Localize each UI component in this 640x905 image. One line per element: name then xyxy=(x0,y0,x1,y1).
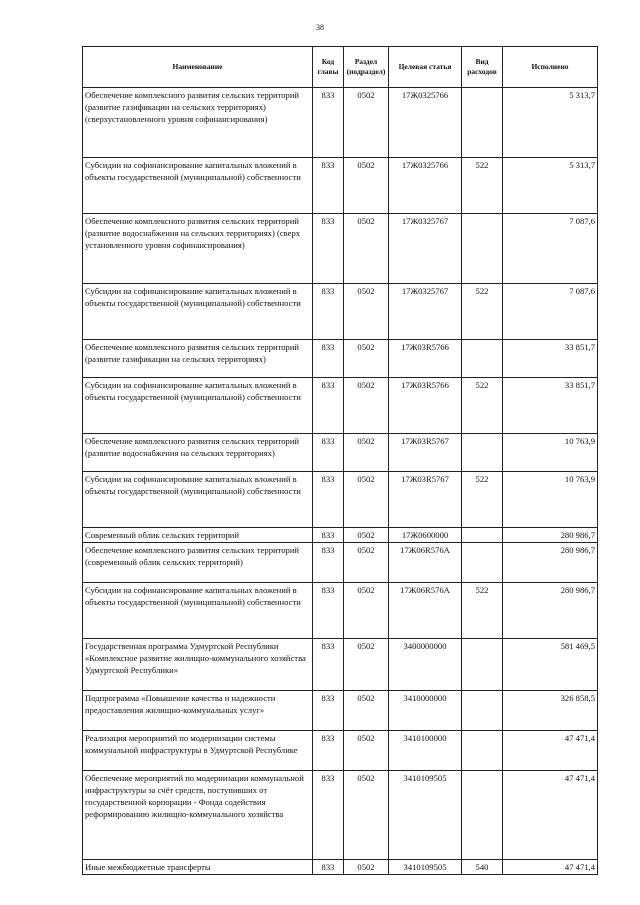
cell-executed: 33 851,7 xyxy=(503,340,598,378)
cell-target: 3410000000 xyxy=(389,691,462,731)
cell-target: 17Ж06R576А xyxy=(389,583,462,639)
table-row xyxy=(83,639,598,691)
table-row xyxy=(83,434,598,472)
cell-code: 833 xyxy=(313,284,344,340)
cell-executed: 5 313,7 xyxy=(503,88,598,158)
cell-code: 833 xyxy=(313,88,344,158)
cell-executed: 47 471,4 xyxy=(503,771,598,860)
cell-kind xyxy=(462,543,503,583)
cell-name: Современный облик сельских территорий xyxy=(83,528,313,543)
header-kind: Вид расходов xyxy=(462,47,503,88)
table-row xyxy=(83,583,598,639)
cell-executed: 581 469,5 xyxy=(503,639,598,691)
cell-section: 0502 xyxy=(344,434,389,472)
page-number: 38 xyxy=(316,23,324,32)
cell-name: Обеспечение комплексного развития сельских территорий (развитие водоснабжения на сельских территориях) xyxy=(83,434,313,472)
cell-code: 833 xyxy=(313,583,344,639)
cell-code: 833 xyxy=(313,214,344,284)
cell-code: 833 xyxy=(313,731,344,771)
header-section: Раздел (подраздел) xyxy=(344,47,389,88)
cell-target: 17Ж03R5766 xyxy=(389,378,462,434)
cell-name: Иные межбюджетные трансферты xyxy=(83,860,313,875)
cell-code: 833 xyxy=(313,691,344,731)
table-row xyxy=(83,158,598,214)
cell-kind: 540 xyxy=(462,860,503,875)
cell-section: 0502 xyxy=(344,340,389,378)
cell-executed: 280 986,7 xyxy=(503,583,598,639)
cell-section: 0502 xyxy=(344,472,389,528)
header-executed: Исполнено xyxy=(503,47,598,88)
table-body xyxy=(83,88,598,875)
cell-target: 17Ж0325767 xyxy=(389,284,462,340)
cell-executed: 7 087,6 xyxy=(503,284,598,340)
table-row xyxy=(83,691,598,731)
table-row xyxy=(83,378,598,434)
table-header-row xyxy=(83,47,598,88)
cell-code: 833 xyxy=(313,639,344,691)
cell-target: 3410109505 xyxy=(389,771,462,860)
table-row xyxy=(83,472,598,528)
cell-kind: 522 xyxy=(462,158,503,214)
cell-section: 0502 xyxy=(344,284,389,340)
cell-target: 3410100000 xyxy=(389,731,462,771)
cell-executed: 5 313,7 xyxy=(503,158,598,214)
header-code: Код главы xyxy=(313,47,344,88)
cell-kind xyxy=(462,434,503,472)
table-row xyxy=(83,214,598,284)
cell-name: Субсидии на софинансирование капитальных вложений в объекты государственной (муниципальной) собственности xyxy=(83,378,313,434)
cell-target: 17Ж0325766 xyxy=(389,158,462,214)
cell-target: 17Ж03R5766 xyxy=(389,340,462,378)
table-row xyxy=(83,340,598,378)
cell-section: 0502 xyxy=(344,860,389,875)
cell-kind xyxy=(462,639,503,691)
cell-kind xyxy=(462,528,503,543)
cell-kind xyxy=(462,340,503,378)
cell-section: 0502 xyxy=(344,691,389,731)
cell-code: 833 xyxy=(313,771,344,860)
cell-name: Обеспечение комплексного развития сельских территорий (развитие водоснабжения на сельских территориях) (сверх установленного уровня софинансирования) xyxy=(83,214,313,284)
cell-section: 0502 xyxy=(344,639,389,691)
cell-name: Государственная программа Удмуртской Республики «Комплексное развитие жилищно-коммунального хозяйства Удмуртской Республики» xyxy=(83,639,313,691)
cell-target: 17Ж03R5767 xyxy=(389,434,462,472)
cell-name: Подпрограмма «Повышение качества и надежности предоставления жилищно-коммунальных услуг» xyxy=(83,691,313,731)
cell-target: 3410109505 xyxy=(389,860,462,875)
cell-name: Реализация мероприятий по модернизации системы коммунальной инфраструктуры в Удмуртской Республике xyxy=(83,731,313,771)
cell-code: 833 xyxy=(313,434,344,472)
cell-executed: 47 471,4 xyxy=(503,731,598,771)
cell-target: 3400000000 xyxy=(389,639,462,691)
cell-code: 833 xyxy=(313,472,344,528)
cell-name: Обеспечение комплексного развития сельских территорий (развитие газификации на сельских территориях) xyxy=(83,340,313,378)
cell-code: 833 xyxy=(313,528,344,543)
cell-target: 17Ж0325767 xyxy=(389,214,462,284)
budget-table xyxy=(82,46,598,875)
cell-name: Субсидии на софинансирование капитальных вложений в объекты государственной (муниципальной) собственности xyxy=(83,472,313,528)
header-target: Целевая статья xyxy=(389,47,462,88)
cell-target: 17Ж0600000 xyxy=(389,528,462,543)
cell-executed: 280 986,7 xyxy=(503,543,598,583)
cell-executed: 280 986,7 xyxy=(503,528,598,543)
cell-name: Субсидии на софинансирование капитальных вложений в объекты государственной (муниципальной) собственности xyxy=(83,583,313,639)
cell-name: Обеспечение мероприятий по модернизации коммунальной инфраструктуры за счёт средств, поступивших от государственной корпорации - Фонда содействия реформированию жилищно-коммунального хозяйства xyxy=(83,771,313,860)
cell-code: 833 xyxy=(313,158,344,214)
cell-kind: 522 xyxy=(462,583,503,639)
header-name: Наименование xyxy=(83,47,313,88)
cell-target: 17Ж0325766 xyxy=(389,88,462,158)
cell-code: 833 xyxy=(313,860,344,875)
cell-name: Обеспечение комплексного развития сельских территорий (современный облик сельских территорий) xyxy=(83,543,313,583)
table-row xyxy=(83,88,598,158)
cell-section: 0502 xyxy=(344,528,389,543)
cell-name: Обеспечение комплексного развития сельских территорий (развитие газификации на сельских территориях) (сверхустановленного уровня софинансирования) xyxy=(83,88,313,158)
cell-code: 833 xyxy=(313,378,344,434)
cell-executed: 10 763,9 xyxy=(503,472,598,528)
table-row xyxy=(83,284,598,340)
cell-kind xyxy=(462,731,503,771)
cell-kind xyxy=(462,214,503,284)
cell-section: 0502 xyxy=(344,158,389,214)
cell-section: 0502 xyxy=(344,583,389,639)
cell-executed: 10 763,9 xyxy=(503,434,598,472)
cell-executed: 7 087,6 xyxy=(503,214,598,284)
cell-kind xyxy=(462,771,503,860)
cell-section: 0502 xyxy=(344,771,389,860)
cell-kind xyxy=(462,88,503,158)
cell-target: 17Ж06R576А xyxy=(389,543,462,583)
table-row xyxy=(83,860,598,875)
cell-section: 0502 xyxy=(344,543,389,583)
cell-section: 0502 xyxy=(344,88,389,158)
table-row xyxy=(83,543,598,583)
table-row xyxy=(83,731,598,771)
cell-kind: 522 xyxy=(462,284,503,340)
cell-executed: 47 471,4 xyxy=(503,860,598,875)
cell-kind: 522 xyxy=(462,378,503,434)
cell-name: Субсидии на софинансирование капитальных вложений в объекты государственной (муниципальной) собственности xyxy=(83,284,313,340)
cell-code: 833 xyxy=(313,543,344,583)
cell-kind xyxy=(462,691,503,731)
cell-section: 0502 xyxy=(344,378,389,434)
cell-executed: 326 858,5 xyxy=(503,691,598,731)
cell-kind: 522 xyxy=(462,472,503,528)
table-row xyxy=(83,771,598,860)
cell-name: Субсидии на софинансирование капитальных вложений в объекты государственной (муниципальной) собственности xyxy=(83,158,313,214)
cell-section: 0502 xyxy=(344,731,389,771)
cell-section: 0502 xyxy=(344,214,389,284)
cell-code: 833 xyxy=(313,340,344,378)
table-row xyxy=(83,528,598,543)
cell-target: 17Ж03R5767 xyxy=(389,472,462,528)
cell-executed: 33 851,7 xyxy=(503,378,598,434)
